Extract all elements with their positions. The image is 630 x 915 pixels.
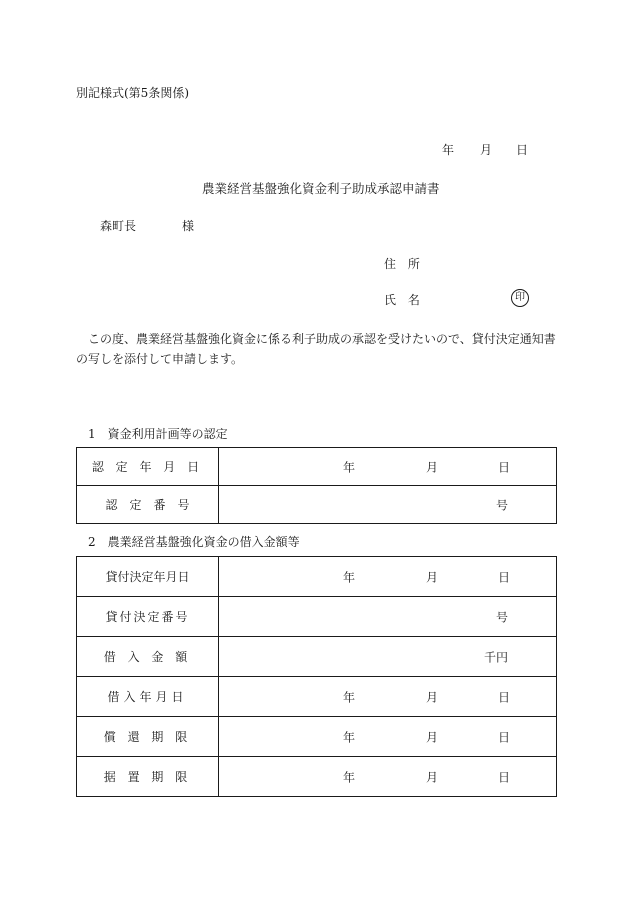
- body-text-line1: この度、農業経営基盤強化資金に係る利子助成の承認を受けたいので、貸付決定通知書: [88, 332, 556, 346]
- address-label: 住 所: [384, 257, 424, 271]
- table-row: [77, 486, 557, 524]
- field-value: [219, 757, 557, 797]
- table-row: [77, 677, 557, 717]
- field-label: 借 入 金 額: [77, 637, 219, 677]
- field-value: [219, 637, 557, 677]
- day-unit: 日: [498, 460, 511, 474]
- month-unit: 月: [426, 770, 439, 784]
- date-day-label: 日: [516, 143, 529, 157]
- name-label: 氏 名: [384, 293, 424, 307]
- month-unit: 月: [426, 730, 439, 744]
- document-title: 農業経営基盤強化資金利子助成承認申請書: [202, 181, 440, 196]
- field-value: [219, 597, 557, 637]
- section1-table: [76, 447, 557, 524]
- month-unit: 月: [426, 690, 439, 704]
- field-value: [219, 557, 557, 597]
- table-row: [77, 448, 557, 486]
- field-value: [219, 677, 557, 717]
- section2-table: [76, 556, 557, 797]
- table-row: [77, 557, 557, 597]
- table-row: [77, 637, 557, 677]
- date-year-label: 年: [442, 143, 455, 157]
- section1-heading: 1 資金利用計画等の認定: [88, 427, 228, 441]
- field-value: [219, 486, 557, 524]
- year-unit: 年: [343, 730, 356, 744]
- field-label: 貸付決定番号: [77, 597, 219, 637]
- field-label: 借入年月日: [77, 677, 219, 717]
- field-label: 認 定 番 号: [77, 486, 219, 524]
- table-row: [77, 757, 557, 797]
- addressee-honorific: 様: [182, 219, 195, 233]
- month-unit: 月: [426, 570, 439, 584]
- table-row: [77, 597, 557, 637]
- field-label: 償 還 期 限: [77, 717, 219, 757]
- date-month-label: 月: [480, 143, 493, 157]
- year-unit: 年: [343, 570, 356, 584]
- day-unit: 日: [498, 570, 511, 584]
- field-value: [219, 717, 557, 757]
- form-reference: 別記様式(第5条関係): [76, 86, 189, 100]
- month-unit: 月: [426, 460, 439, 474]
- field-label: 据 置 期 限: [77, 757, 219, 797]
- amount-unit: 千円: [483, 650, 508, 664]
- body-text-line2: の写しを添付して申請します。: [76, 352, 244, 366]
- number-unit: 号: [495, 498, 508, 512]
- table-row: [77, 717, 557, 757]
- section2-heading: 2 農業経営基盤強化資金の借入金額等: [88, 535, 300, 549]
- field-label: 貸付決定年月日: [77, 557, 219, 597]
- day-unit: 日: [498, 690, 511, 704]
- year-unit: 年: [343, 460, 356, 474]
- year-unit: 年: [343, 770, 356, 784]
- field-value: [219, 448, 557, 486]
- day-unit: 日: [498, 770, 511, 784]
- seal-mark: 印: [511, 289, 529, 307]
- field-label: 認 定 年 月 日: [77, 448, 219, 486]
- day-unit: 日: [498, 730, 511, 744]
- year-unit: 年: [343, 690, 356, 704]
- addressee-name: 森町長: [100, 219, 137, 233]
- number-unit: 号: [495, 610, 508, 624]
